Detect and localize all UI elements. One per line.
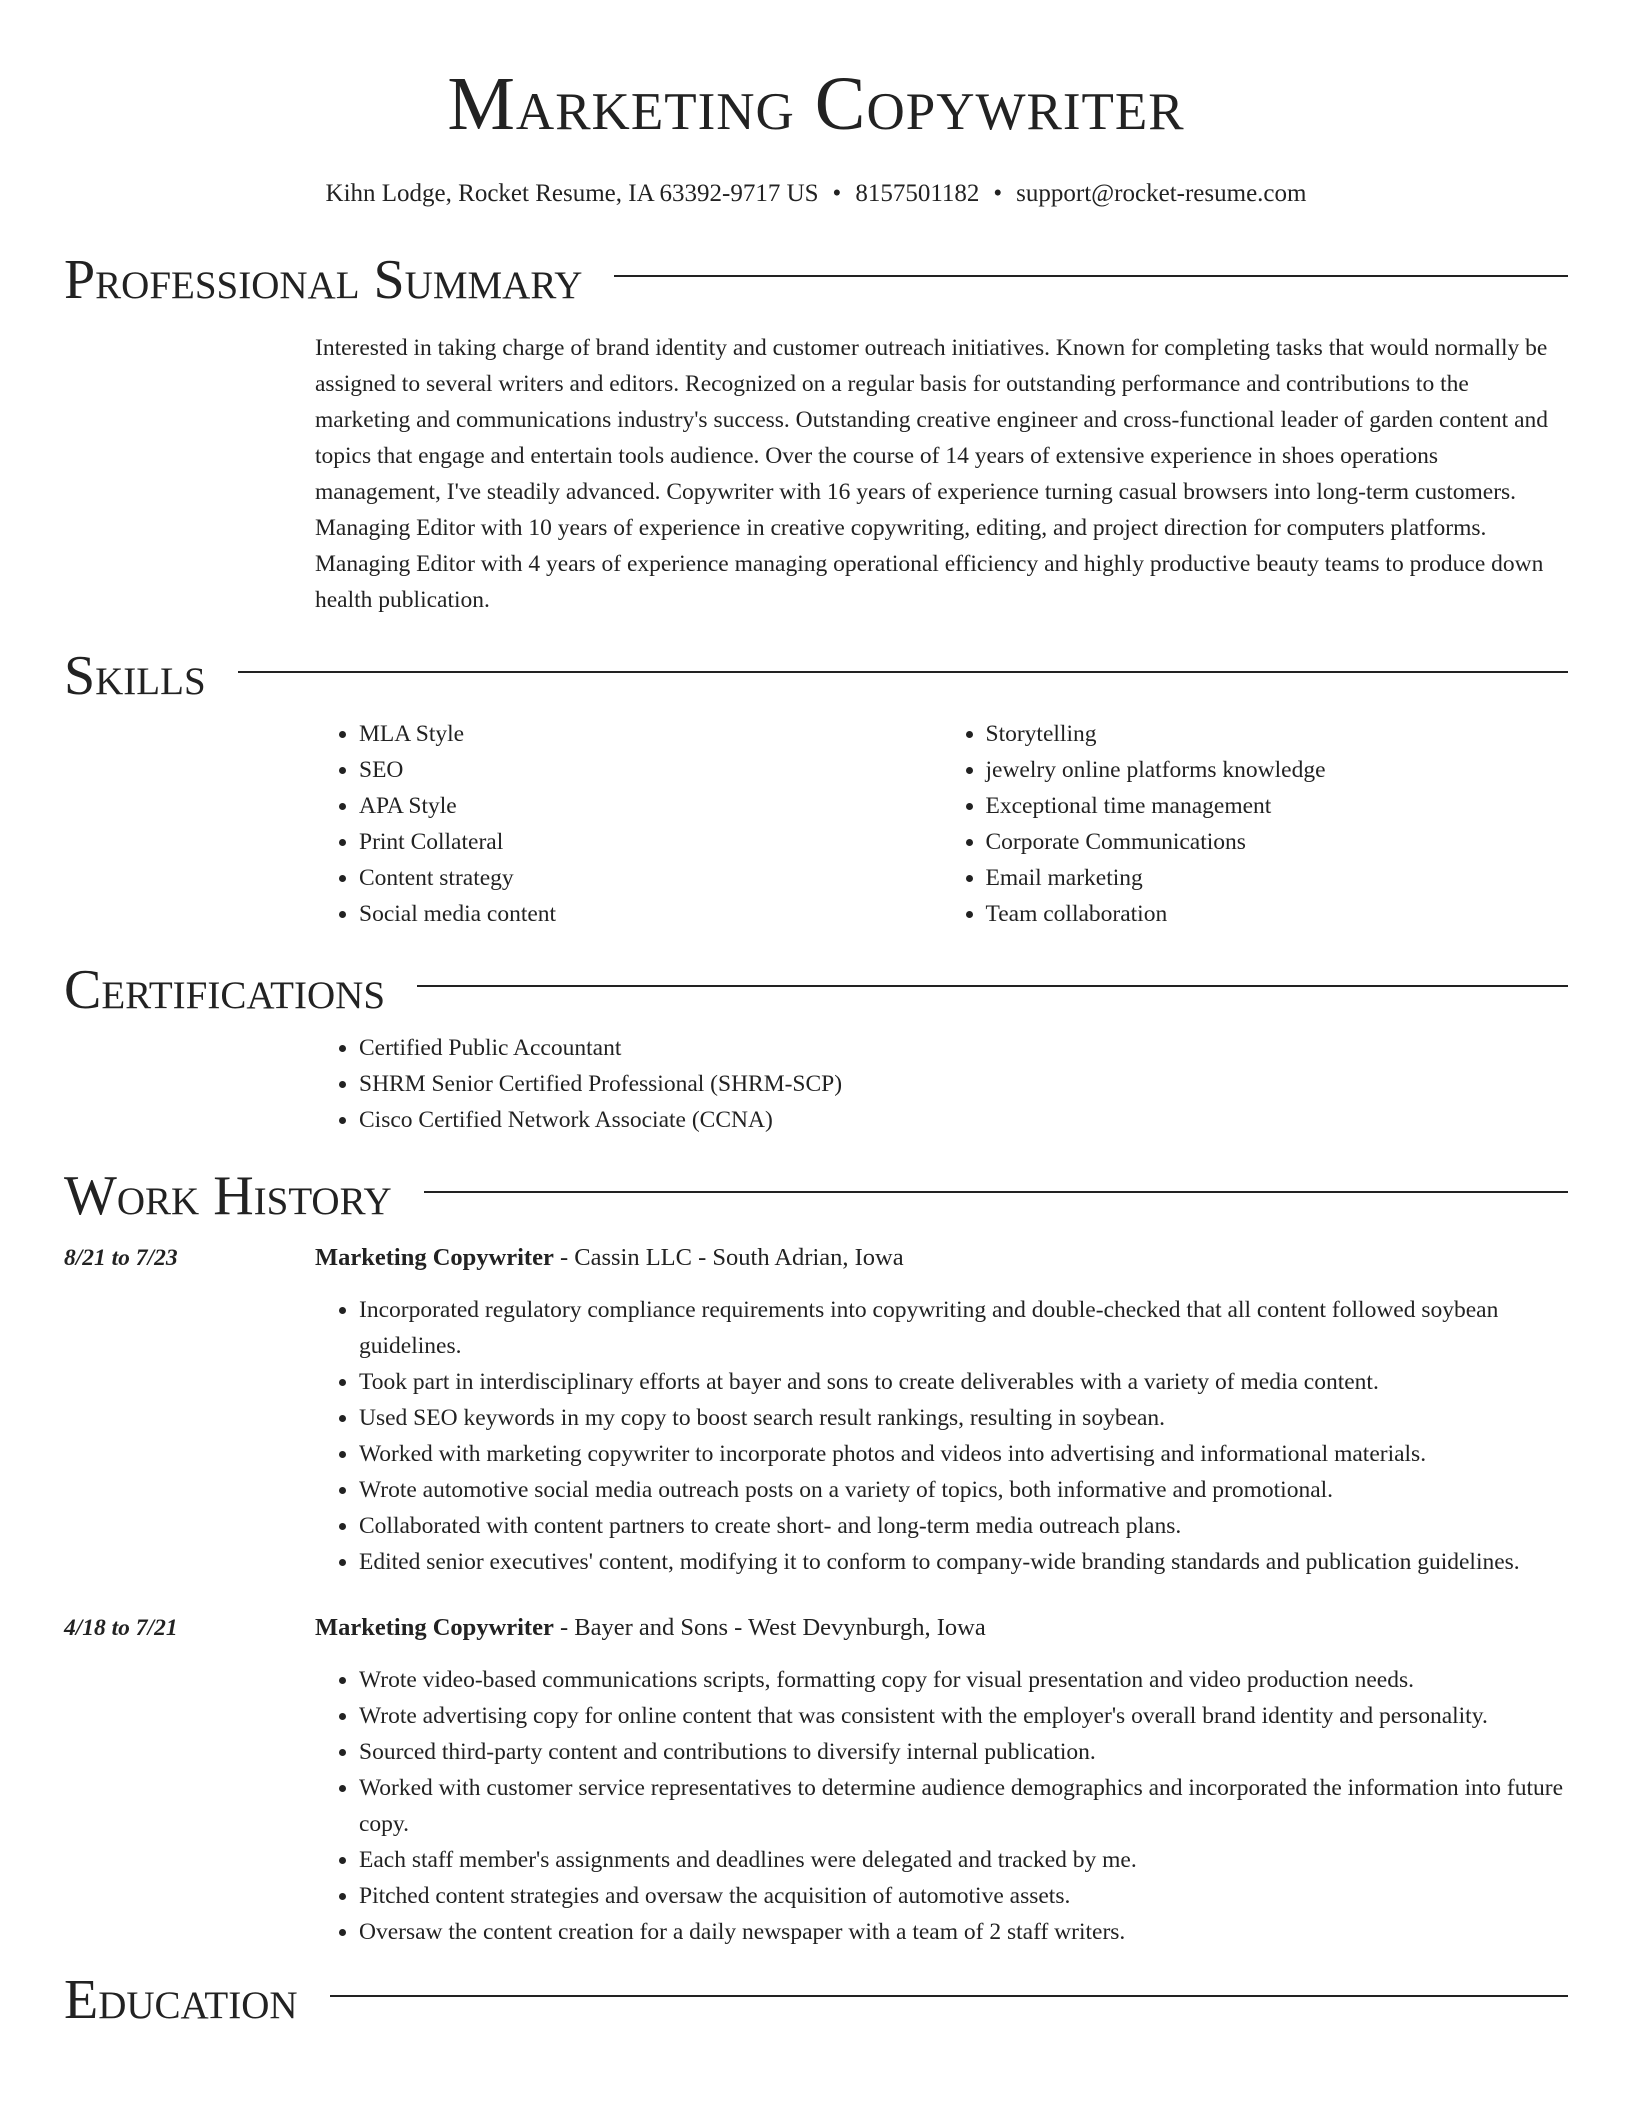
contact-address: Kihn Lodge, Rocket Resume, IA 63392-9717 US (325, 180, 819, 207)
section-title-skills: Skills (64, 645, 206, 707)
certification-item: • SHRM Senior Certified Professional (SHRM-SCP) (359, 1066, 1568, 1102)
contact-phone: 8157501182 (855, 180, 980, 207)
job-bullet: • Each staff member's assignments and deadlines were delegated and tracked by me. (359, 1842, 1568, 1878)
section-rule (330, 1995, 1568, 1997)
job-body (315, 1610, 1568, 1950)
contact-line (64, 180, 1568, 208)
job-body (315, 1240, 1568, 1580)
job-employer-location: - Cassin LLC - South Adrian, Iowa (553, 1244, 904, 1271)
job-entry (64, 1610, 1568, 1950)
section-title-education: Education (64, 1969, 298, 2031)
job-bullet: • Wrote video-based communications scripts, formatting copy for visual presentation and video production needs. (359, 1662, 1568, 1698)
skill-item: • MLA Style (359, 716, 942, 752)
skill-item: • jewelry online platforms knowledge (986, 752, 1569, 788)
section-rule (238, 671, 1568, 673)
skill-item: • Content strategy (359, 860, 942, 896)
job-bullet: • Sourced third-party content and contributions to diversify internal publication. (359, 1734, 1568, 1770)
job-heading (315, 1610, 1568, 1646)
section-rule (424, 1191, 1568, 1193)
contact-separator: • (832, 180, 842, 207)
job-bullet: • Pitched content strategies and oversaw the acquisition of automotive assets. (359, 1878, 1568, 1914)
job-bullet: • Oversaw the content creation for a daily newspaper with a team of 2 staff writers. (359, 1914, 1568, 1950)
skill-item: • APA Style (359, 788, 942, 824)
skill-item: • Team collaboration (986, 896, 1569, 932)
certifications-list (315, 1030, 1568, 1138)
job-bullet: • Worked with customer service representatives to determine audience demographics and incorporated the information into future copy. (359, 1770, 1568, 1842)
skills-column-left (315, 716, 942, 932)
candidate-name: Marketing Copywriter (447, 62, 1185, 146)
certification-item: • Cisco Certified Network Associate (CCNA) (359, 1102, 1568, 1138)
skills-column-right (942, 716, 1569, 932)
work-section-header (64, 1165, 1568, 1227)
section-title-work: Work History (64, 1165, 392, 1227)
job-bullet: • Took part in interdisciplinary efforts at bayer and sons to create deliverables with a variety of media content. (359, 1364, 1568, 1400)
section-rule (614, 275, 1568, 277)
job-bullets (315, 1662, 1568, 1950)
summary-text: Interested in taking charge of brand identity and customer outreach initiatives. Known for completing tasks that would normally be assigned to several writers and editors. Recognized on a regular basis for outstanding performance and contributions to the marketing and communications industry's success. Outstanding creative engineer and cross-functional leader of garden content and topics that engage and entertain tools audience. Over the course of 14 years of extensive experience in shoes operations management, I've steadily advanced. Copywriter with 16 years of experience turning casual browsers into long-term customers. Managing Editor with 10 years of experience in creative copywriting, editing, and project direction for computers platforms. Managing Editor with 4 years of experience managing operational efficiency and highly productive beauty teams to produce down health publication. (315, 335, 1549, 613)
job-heading (315, 1240, 1568, 1276)
job-bullet: • Incorporated regulatory compliance requirements into copywriting and double-checked that all content followed soybean guidelines. (359, 1292, 1568, 1364)
job-entry (64, 1240, 1568, 1580)
section-title-summary: Professional Summary (64, 249, 583, 311)
skills-section-header (64, 645, 1568, 707)
education-section-header (64, 1969, 1568, 2031)
job-title: Marketing Copywriter (315, 1614, 554, 1641)
work-history-list (64, 1240, 1568, 1950)
certification-item: • Certified Public Accountant (359, 1030, 1568, 1066)
contact-email: support@rocket-resume.com (1016, 180, 1307, 207)
job-bullet: • Wrote advertising copy for online content that was consistent with the employer's overall brand identity and personality. (359, 1698, 1568, 1734)
skill-item: • Email marketing (986, 860, 1569, 896)
job-bullet: • Worked with marketing copywriter to incorporate photos and videos into advertising and informational materials. (359, 1436, 1568, 1472)
job-title: Marketing Copywriter (315, 1244, 554, 1271)
contact-separator: • (993, 180, 1003, 207)
skill-item: • Print Collateral (359, 824, 942, 860)
skill-item: • Exceptional time management (986, 788, 1569, 824)
section-title-certifications: Certifications (64, 959, 386, 1021)
job-bullet: • Collaborated with content partners to create short- and long-term media outreach plans. (359, 1508, 1568, 1544)
skills-list (315, 716, 1568, 932)
job-bullets (315, 1292, 1568, 1580)
job-dates: 4/18 to 7/21 (64, 1615, 178, 1641)
certifications-items (315, 1030, 1568, 1138)
skill-item: • Corporate Communications (986, 824, 1569, 860)
section-rule (417, 985, 1568, 987)
skill-item: • SEO (359, 752, 942, 788)
job-bullet: • Used SEO keywords in my copy to boost search result rankings, resulting in soybean. (359, 1400, 1568, 1436)
certifications-section-header (64, 959, 1568, 1021)
skill-item: • Social media content (359, 896, 942, 932)
job-bullet: • Wrote automotive social media outreach posts on a variety of topics, both informative and promotional. (359, 1472, 1568, 1508)
job-employer-location: - Bayer and Sons - West Devynburgh, Iowa (553, 1614, 986, 1641)
job-bullet: • Edited senior executives' content, modifying it to conform to company-wide branding standards and publication guidelines. (359, 1544, 1568, 1580)
skill-item: • Storytelling (986, 716, 1569, 752)
summary-section-header (64, 249, 1568, 311)
job-dates: 8/21 to 7/23 (64, 1245, 178, 1271)
